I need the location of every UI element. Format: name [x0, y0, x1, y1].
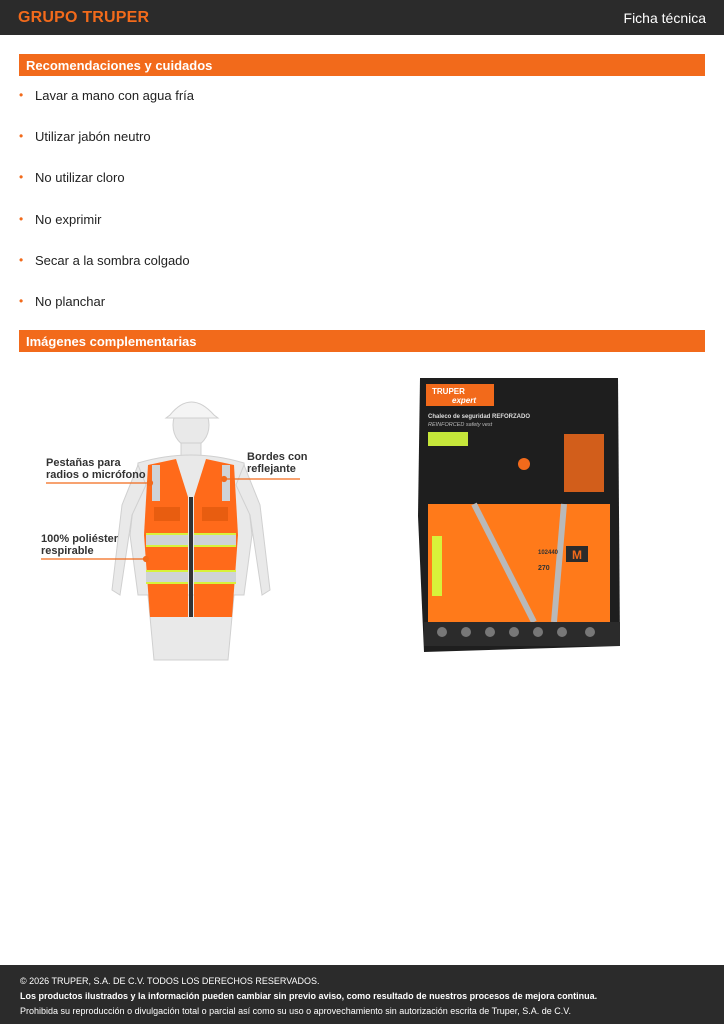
- package-subtitle: REINFORCED safety vest: [428, 422, 493, 428]
- images-heading: Imágenes complementarias: [19, 330, 705, 352]
- callout-pockets-line2: radios o micrófono: [46, 469, 146, 481]
- footer-copyright: © 2026 TRUPER, S.A. DE C.V. TODOS LOS DERECHOS RESERVADOS.: [20, 976, 320, 986]
- callout-reflective-line1: Bordes con: [247, 451, 308, 463]
- callout-pockets-line1: Pestañas para: [46, 457, 121, 469]
- list-item: • No utilizar cloro: [19, 170, 125, 186]
- package-brand: TRUPER: [432, 387, 465, 396]
- recommendations-heading: Recomendaciones y cuidados: [19, 54, 705, 76]
- bullet-icon: •: [19, 293, 24, 308]
- list-item: • Secar a la sombra colgado: [19, 252, 190, 268]
- callout-material-line2: respirable: [41, 545, 94, 557]
- list-item: • No planchar: [19, 293, 106, 309]
- list-item: • Lavar a mano con agua fría: [19, 88, 194, 103]
- footer: [0, 965, 724, 1024]
- vest-package-image: [414, 376, 624, 656]
- package-size: M: [572, 548, 582, 562]
- callout-reflective-line2: reflejante: [247, 463, 296, 475]
- package-line: expert: [452, 396, 477, 405]
- package-title: Chaleco de seguridad REFORZADO: [428, 414, 531, 420]
- brand-logo: GRUPO TRUPER: [18, 8, 150, 26]
- care-list: [19, 87, 194, 334]
- package-ref: 270: [538, 565, 550, 572]
- list-item: • Utilizar jabón neutro: [19, 129, 151, 145]
- bullet-icon: •: [19, 211, 24, 226]
- bullet-icon: •: [19, 129, 24, 144]
- callout-material-line1: 100% poliéster: [41, 533, 119, 545]
- bullet-icon: •: [19, 170, 24, 185]
- footer-prohibition: Prohibida su reproducción o divulgación total o parcial así como su uso o aprovechamiento sin autorización escrita de Truper, S.A. de C.V.: [20, 1006, 571, 1016]
- bullet-icon: •: [19, 88, 24, 102]
- bullet-icon: •: [19, 252, 24, 267]
- list-item: • No exprimir: [19, 211, 102, 227]
- document-type: Ficha técnica: [623, 9, 706, 26]
- top-bar: [0, 0, 724, 35]
- vest-on-mannequin-image: [38, 385, 308, 665]
- footer-notice: Los productos ilustrados y la información pueden cambiar sin previo aviso, como resultado de nuestros procesos de mejora continua.: [20, 991, 598, 1001]
- package-code: 102440: [538, 550, 559, 556]
